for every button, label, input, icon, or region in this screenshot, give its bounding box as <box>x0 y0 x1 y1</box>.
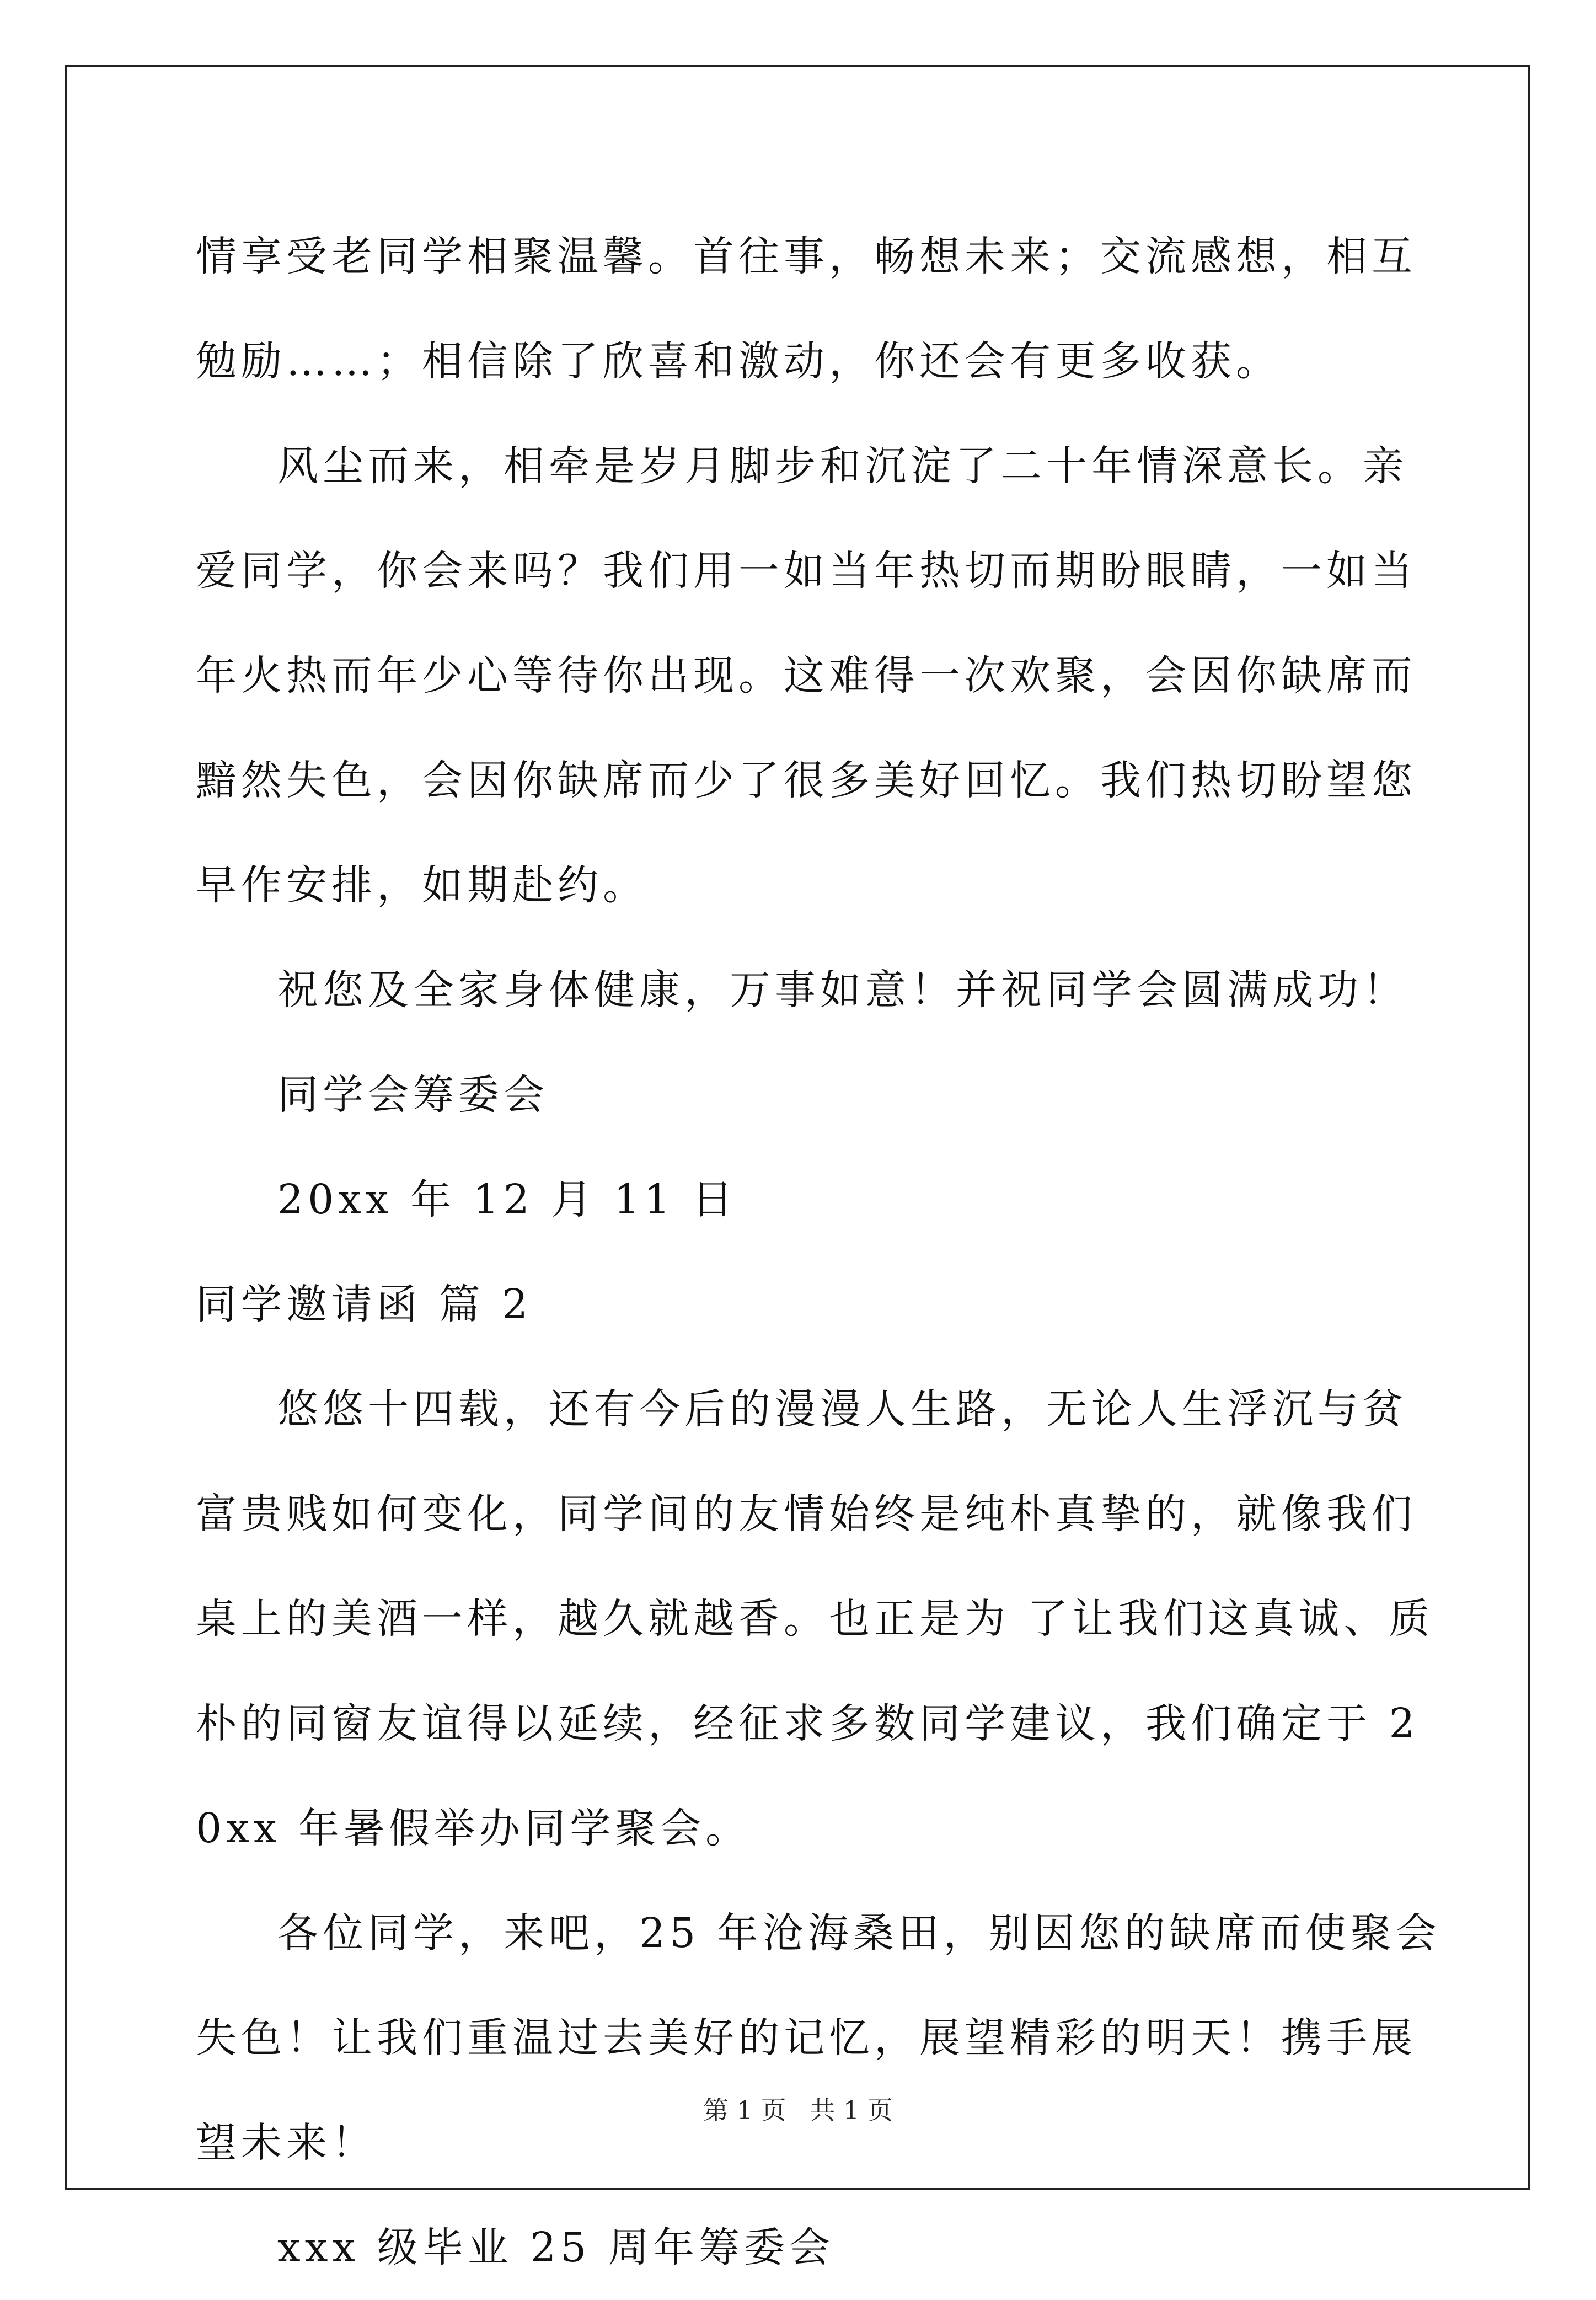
paragraph-invitation: 风尘而来，相牵是岁月脚步和沉淀了二十年情深意长。亲爱同学，你会来吗？我们用一如当年热切而期盼眼睛，一如当年火热而年少心等待你出现。这难得一次欢聚，会因你缺席而黯然失色，会因你缺席而少了很多美好回忆。我们热切盼望您早作安排，如期赴约。 <box>196 442 1417 909</box>
paragraph-section2-call: 各位同学，来吧，25 年沧海桑田，别因您的缺席而使聚会失色！让我们重温过去美好的记忆，展望精彩的明天！携手展望未来！ <box>196 1909 1441 2167</box>
signature-section2-committee: xxx 级毕业 25 周年筹委会 <box>277 2224 834 2271</box>
document-body <box>196 204 1442 2300</box>
page-number: 第 1 页 <box>703 2095 786 2125</box>
section-heading: 同学邀请函 篇 2 <box>196 1281 533 1328</box>
page-footer <box>0 2090 1596 2127</box>
paragraph-wishes: 祝您及全家身体健康，万事如意！并祝同学会圆满成功！ <box>277 966 1408 1014</box>
page-total: 共 1 页 <box>810 2095 893 2125</box>
signature-committee: 同学会筹委会 <box>277 1071 549 1119</box>
signature-date: 20xx 年 12 月 11 日 <box>277 1176 737 1223</box>
paragraph-continuation: 情享受老同学相聚温馨。首往事，畅想未来；交流感想，相互勉励……；相信除了欣喜和激动，你还会有更多收获。 <box>196 233 1417 385</box>
paragraph-section2-intro: 悠悠十四载，还有今后的漫漫人生路，无论人生浮沉与贫富贵贱如何变化，同学间的友情始终是纯朴真挚的，就像我们桌上的美酒一样，越久就越香。也正是为 了让我们这真诚、质朴的同窗友谊得以延续，经征求多数同学建议，我们确定于 20xx 年暑假举办同学聚会。 <box>196 1386 1434 1852</box>
